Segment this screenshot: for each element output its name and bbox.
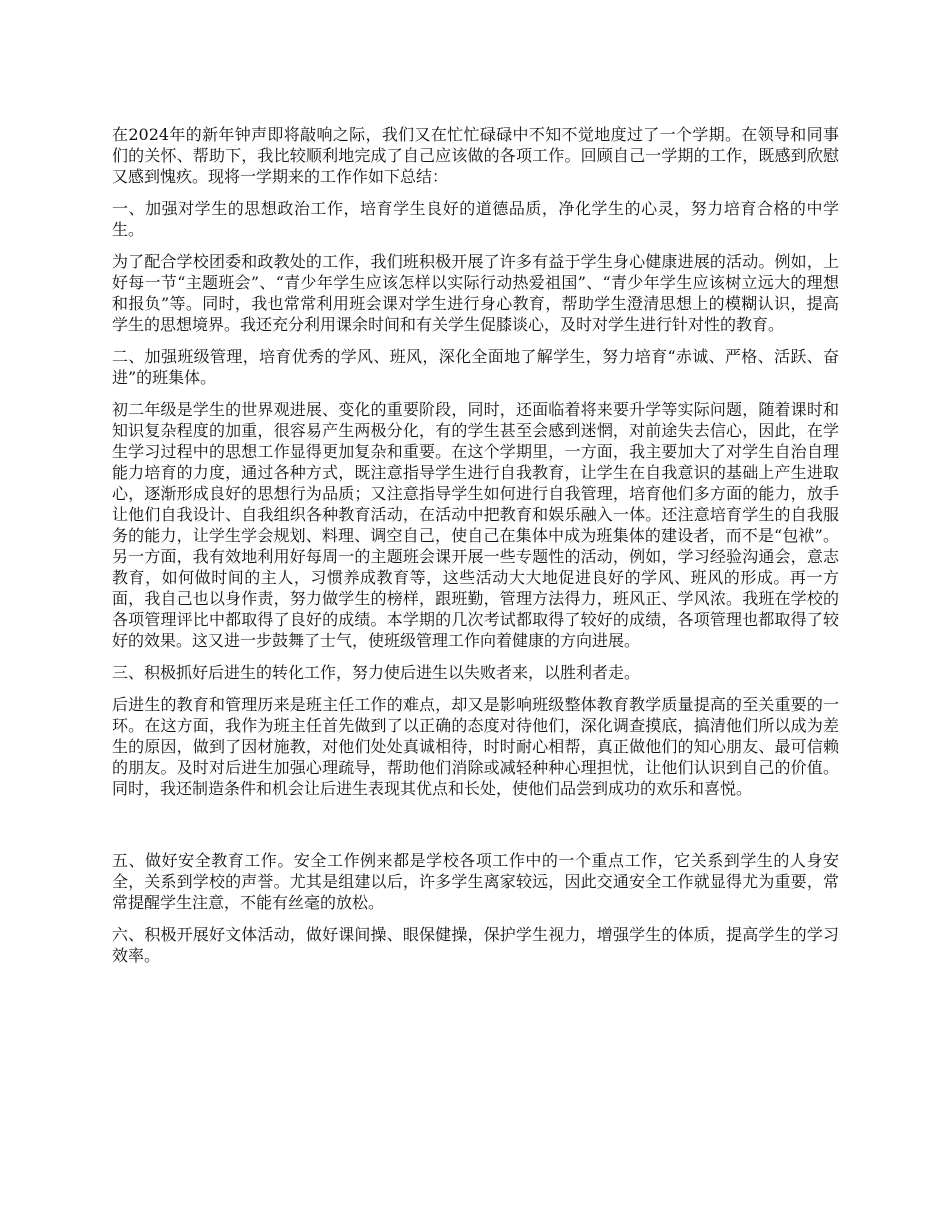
blank-gap xyxy=(112,810,839,850)
section-heading-1: 一、加强对学生的思想政治工作，培育学生良好的道德品质，净化学生的心灵，努力培育合格的中学生。 xyxy=(112,199,839,239)
paragraph-section-3: 后进生的教育和管理历来是班主任工作的难点，却又是影响班级整体教育教学质量提高的至关重要的一环。在这方面，我作为班主任首先做到了以正确的态度对待他们，深化调查摸底，搞清他们所以成为差生的原因，做到了因材施教，对他们处处真诚相待，时时耐心相帮，真正做他们的知心朋友、最可信赖的朋友。及时对后进生加强心理疏导，帮助他们消除或减轻种种心理担忧，让他们认识到自己的价值。同时，我还制造条件和机会让后进生表现其优点和长处，使他们品尝到成功的欢乐和喜悦。 xyxy=(112,695,839,798)
section-heading-2: 二、加强班级管理，培育优秀的学风、班风，深化全面地了解学生，努力培育“赤诚、严格、活跃、奋进”的班集体。 xyxy=(112,347,839,387)
paragraph-intro: 在2024年的新年钟声即将敲响之际，我们又在忙忙碌碌中不知不觉地度过了一个学期。在领导和同事们的关怀、帮助下，我比较顺利地完成了自己应该做的各项工作。回顾自己一学期的工作，既感到欣慰又感到愧疚。现将一学期来的工作作如下总结： xyxy=(112,125,839,186)
paragraph-section-2: 初二年级是学生的世界观进展、变化的重要阶段，同时，还面临着将来要升学等实际问题，随着课时和知识复杂程度的加重，很容易产生两极分化，有的学生甚至会感到迷惘，对前途失去信心，因此，在学生学习过程中的思想工作显得更加复杂和重要。在这个学期里，一方面，我主要加大了对学生自治自理能力培育的力度，通过各种方式，既注意指导学生进行自我教育，让学生在自我意识的基础上产生进取心，逐渐形成良好的思想行为品质；又注意指导学生如何进行自我管理，培育他们多方面的能力，放手让他们自我设计、自我组织各种教育活动，在活动中把教育和娱乐融入一体。还注意培育学生的自我服务的能力，让学生学会规划、料理、调空自己，使自己在集体中成为班集体的建设者，而不是“包袱”。另一方面，我有效地利用好每周一的主题班会课开展一些专题性的活动，例如，学习经验沟通会，意志教育，如何做时间的主人，习惯养成教育等，这些活动大大地促进良好的学风、班风的形成。再一方面，我自己也以身作责，努力做学生的榜样，跟班勤，管理方法得力，班风正、学风浓。我班在学校的各项管理评比中都取得了良好的成绩。本学期的几次考试都取得了较好的成绩，各项管理也都取得了较好的效果。这又进一步鼓舞了士气，使班级管理工作向着健康的方向进展。 xyxy=(112,400,839,650)
paragraph-section-1: 为了配合学校团委和政教处的工作，我们班积极开展了许多有益于学生身心健康进展的活动。例如，上好每一节“主题班会”、“青少年学生应该怎样以实际行动热爱祖国”、“青少年学生应该树立远大的理想和报负”等。同时，我也常常利用班会课对学生进行身心教育，帮助学生澄清思想上的模糊认识，提高学生的思想境界。我还充分利用课余时间和有关学生促膝谈心，及时对学生进行针对性的教育。 xyxy=(112,252,839,334)
section-heading-3: 三、积极抓好后进生的转化工作，努力使后进生以失败者来，以胜利者走。 xyxy=(112,663,641,682)
section-5: 五、做好安全教育工作。安全工作例来都是学校各项工作中的一个重点工作，它关系到学生的人身安全，关系到学校的声誉。尤其是组建以后，许多学生离家较远，因此交通安全工作就显得尤为重要，常常提醒学生注意，不能有丝毫的放松。 xyxy=(112,851,839,912)
document-body xyxy=(112,124,839,977)
section-6: 六、积极开展好文体活动，做好课间操、眼保健操，保护学生视力，增强学生的体质，提高学生的学习效率。 xyxy=(112,925,839,965)
